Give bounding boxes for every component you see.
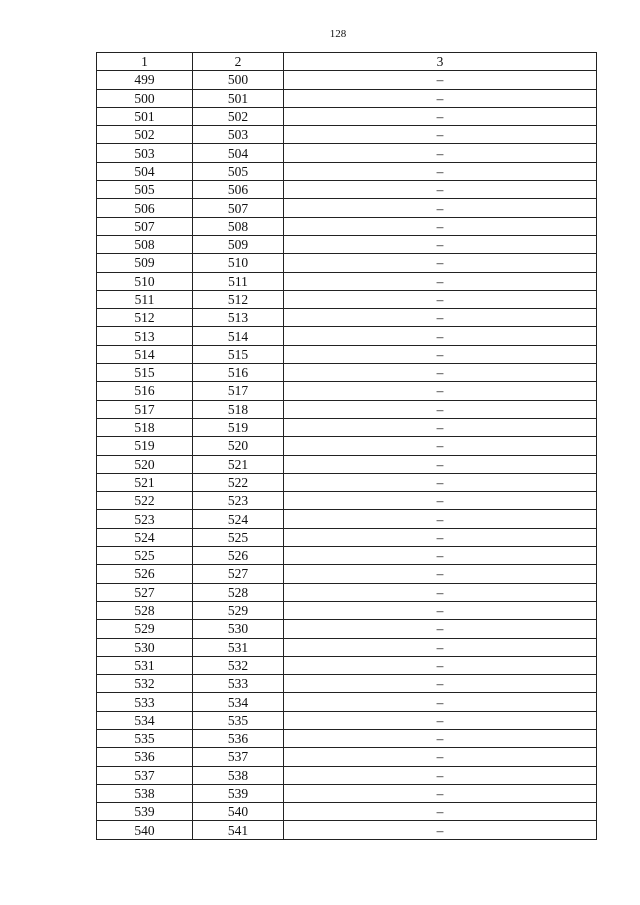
table-cell: – <box>284 254 597 272</box>
table-cell: 518 <box>97 418 193 436</box>
table-cell: 524 <box>193 510 284 528</box>
table-cell: 531 <box>97 656 193 674</box>
column-header: 2 <box>193 53 284 71</box>
table-cell: – <box>284 400 597 418</box>
table-row <box>97 437 597 455</box>
table-cell: 516 <box>97 382 193 400</box>
table-row <box>97 748 597 766</box>
table-cell: 522 <box>97 492 193 510</box>
table-cell: 501 <box>97 107 193 125</box>
table-cell: – <box>284 364 597 382</box>
table-cell: 528 <box>97 601 193 619</box>
table-cell: 511 <box>193 272 284 290</box>
table-cell: – <box>284 583 597 601</box>
table-cell: – <box>284 711 597 729</box>
table-cell: 529 <box>97 620 193 638</box>
table-cell: 507 <box>97 217 193 235</box>
table-cell: – <box>284 144 597 162</box>
table-cell: 516 <box>193 364 284 382</box>
table-cell: 539 <box>193 784 284 802</box>
table-cell: 540 <box>97 821 193 839</box>
table-cell: 533 <box>193 675 284 693</box>
table-cell: – <box>284 821 597 839</box>
table-cell: 517 <box>193 382 284 400</box>
table-cell: 519 <box>97 437 193 455</box>
table-cell: 534 <box>193 693 284 711</box>
table-cell: 527 <box>193 565 284 583</box>
table-cell: 520 <box>97 455 193 473</box>
table-row <box>97 162 597 180</box>
table-cell: – <box>284 766 597 784</box>
table-row <box>97 784 597 802</box>
table-cell: 534 <box>97 711 193 729</box>
table-row <box>97 327 597 345</box>
table-cell: 511 <box>97 290 193 308</box>
table-row <box>97 803 597 821</box>
table-cell: 535 <box>97 729 193 747</box>
table-cell: – <box>284 729 597 747</box>
table-cell: 506 <box>97 199 193 217</box>
table-row <box>97 400 597 418</box>
table-cell: 531 <box>193 638 284 656</box>
table-cell: – <box>284 290 597 308</box>
table-cell: 505 <box>193 162 284 180</box>
table-row <box>97 309 597 327</box>
table-cell: – <box>284 510 597 528</box>
table-cell: 523 <box>193 492 284 510</box>
table-cell: 514 <box>97 345 193 363</box>
table-body <box>97 71 597 839</box>
table-cell: – <box>284 345 597 363</box>
table-cell: 524 <box>97 528 193 546</box>
page-number: 128 <box>329 28 347 40</box>
table-row <box>97 492 597 510</box>
table-cell: 503 <box>193 126 284 144</box>
table-cell: 499 <box>97 71 193 89</box>
table-cell: 536 <box>97 748 193 766</box>
table-row <box>97 528 597 546</box>
table-cell: 510 <box>97 272 193 290</box>
table-cell: 502 <box>97 126 193 144</box>
table-cell: 526 <box>97 565 193 583</box>
table-row <box>97 107 597 125</box>
table-cell: – <box>284 217 597 235</box>
table-cell: 532 <box>193 656 284 674</box>
table-cell: – <box>284 693 597 711</box>
table-row <box>97 217 597 235</box>
table-cell: 501 <box>193 89 284 107</box>
table-row <box>97 144 597 162</box>
table-cell: 503 <box>97 144 193 162</box>
table-row <box>97 254 597 272</box>
table-cell: 540 <box>193 803 284 821</box>
column-header: 3 <box>284 53 597 71</box>
table-row <box>97 89 597 107</box>
table-cell: 538 <box>97 784 193 802</box>
table-cell: 500 <box>193 71 284 89</box>
table-row <box>97 583 597 601</box>
table-cell: – <box>284 418 597 436</box>
table-row <box>97 547 597 565</box>
table-row <box>97 675 597 693</box>
table-cell: 537 <box>193 748 284 766</box>
table-cell: 519 <box>193 418 284 436</box>
table-row <box>97 345 597 363</box>
table-cell: – <box>284 107 597 125</box>
table-row <box>97 364 597 382</box>
table-cell: 509 <box>97 254 193 272</box>
table-cell: 509 <box>193 235 284 253</box>
table-row <box>97 181 597 199</box>
table-cell: 507 <box>193 199 284 217</box>
table-cell: 535 <box>193 711 284 729</box>
table-cell: 527 <box>97 583 193 601</box>
table-cell: 525 <box>193 528 284 546</box>
table-row <box>97 638 597 656</box>
table-cell: – <box>284 309 597 327</box>
table-cell: – <box>284 199 597 217</box>
table-cell: 541 <box>193 821 284 839</box>
table-cell: 512 <box>97 309 193 327</box>
table-cell: 520 <box>193 437 284 455</box>
table-cell: 533 <box>97 693 193 711</box>
table-cell: 508 <box>97 235 193 253</box>
table-row <box>97 510 597 528</box>
table-cell: – <box>284 382 597 400</box>
table-cell: 510 <box>193 254 284 272</box>
table-row <box>97 729 597 747</box>
table-cell: 504 <box>193 144 284 162</box>
table-cell: 518 <box>193 400 284 418</box>
table-cell: 521 <box>193 455 284 473</box>
table-cell: 526 <box>193 547 284 565</box>
table-cell: – <box>284 473 597 491</box>
table-row <box>97 235 597 253</box>
table-cell: 513 <box>193 309 284 327</box>
table-cell: 521 <box>97 473 193 491</box>
table-cell: 508 <box>193 217 284 235</box>
table-cell: – <box>284 565 597 583</box>
table-cell: – <box>284 437 597 455</box>
table-row <box>97 473 597 491</box>
table-cell: – <box>284 656 597 674</box>
table-cell: 515 <box>193 345 284 363</box>
table-row <box>97 418 597 436</box>
table-cell: 506 <box>193 181 284 199</box>
table-cell: – <box>284 181 597 199</box>
table-cell: 525 <box>97 547 193 565</box>
table-cell: – <box>284 455 597 473</box>
table-row <box>97 693 597 711</box>
table-cell: 539 <box>97 803 193 821</box>
table-cell: – <box>284 71 597 89</box>
table-cell: 528 <box>193 583 284 601</box>
table-row <box>97 620 597 638</box>
table-cell: 500 <box>97 89 193 107</box>
table-cell: 523 <box>97 510 193 528</box>
table-cell: 522 <box>193 473 284 491</box>
table-cell: – <box>284 675 597 693</box>
table-cell: 530 <box>97 638 193 656</box>
table-cell: – <box>284 89 597 107</box>
table-cell: 513 <box>97 327 193 345</box>
table-cell: – <box>284 162 597 180</box>
table-cell: – <box>284 528 597 546</box>
table-cell: – <box>284 620 597 638</box>
table-row <box>97 71 597 89</box>
table-row <box>97 565 597 583</box>
data-table <box>96 52 597 840</box>
table-row <box>97 455 597 473</box>
table-cell: 532 <box>97 675 193 693</box>
table-cell: 517 <box>97 400 193 418</box>
table-row <box>97 656 597 674</box>
table-cell: – <box>284 492 597 510</box>
table-row <box>97 126 597 144</box>
table-cell: 502 <box>193 107 284 125</box>
table-row <box>97 821 597 839</box>
table-cell: 529 <box>193 601 284 619</box>
table-cell: – <box>284 638 597 656</box>
table-cell: – <box>284 272 597 290</box>
table-cell: 537 <box>97 766 193 784</box>
table-cell: – <box>284 803 597 821</box>
table-cell: 512 <box>193 290 284 308</box>
table-cell: – <box>284 784 597 802</box>
table-cell: – <box>284 547 597 565</box>
table-cell: – <box>284 601 597 619</box>
table-cell: – <box>284 126 597 144</box>
table-row <box>97 199 597 217</box>
table-cell: 505 <box>97 181 193 199</box>
table-header-row <box>97 53 597 71</box>
table-cell: 514 <box>193 327 284 345</box>
table-cell: 515 <box>97 364 193 382</box>
table-cell: – <box>284 327 597 345</box>
table-row <box>97 601 597 619</box>
table-row <box>97 272 597 290</box>
table-cell: 536 <box>193 729 284 747</box>
table-row <box>97 382 597 400</box>
table-cell: 530 <box>193 620 284 638</box>
table-cell: – <box>284 748 597 766</box>
table-cell: 504 <box>97 162 193 180</box>
column-header: 1 <box>97 53 193 71</box>
table-row <box>97 711 597 729</box>
table-cell: 538 <box>193 766 284 784</box>
table-row <box>97 766 597 784</box>
table-cell: – <box>284 235 597 253</box>
table-row <box>97 290 597 308</box>
